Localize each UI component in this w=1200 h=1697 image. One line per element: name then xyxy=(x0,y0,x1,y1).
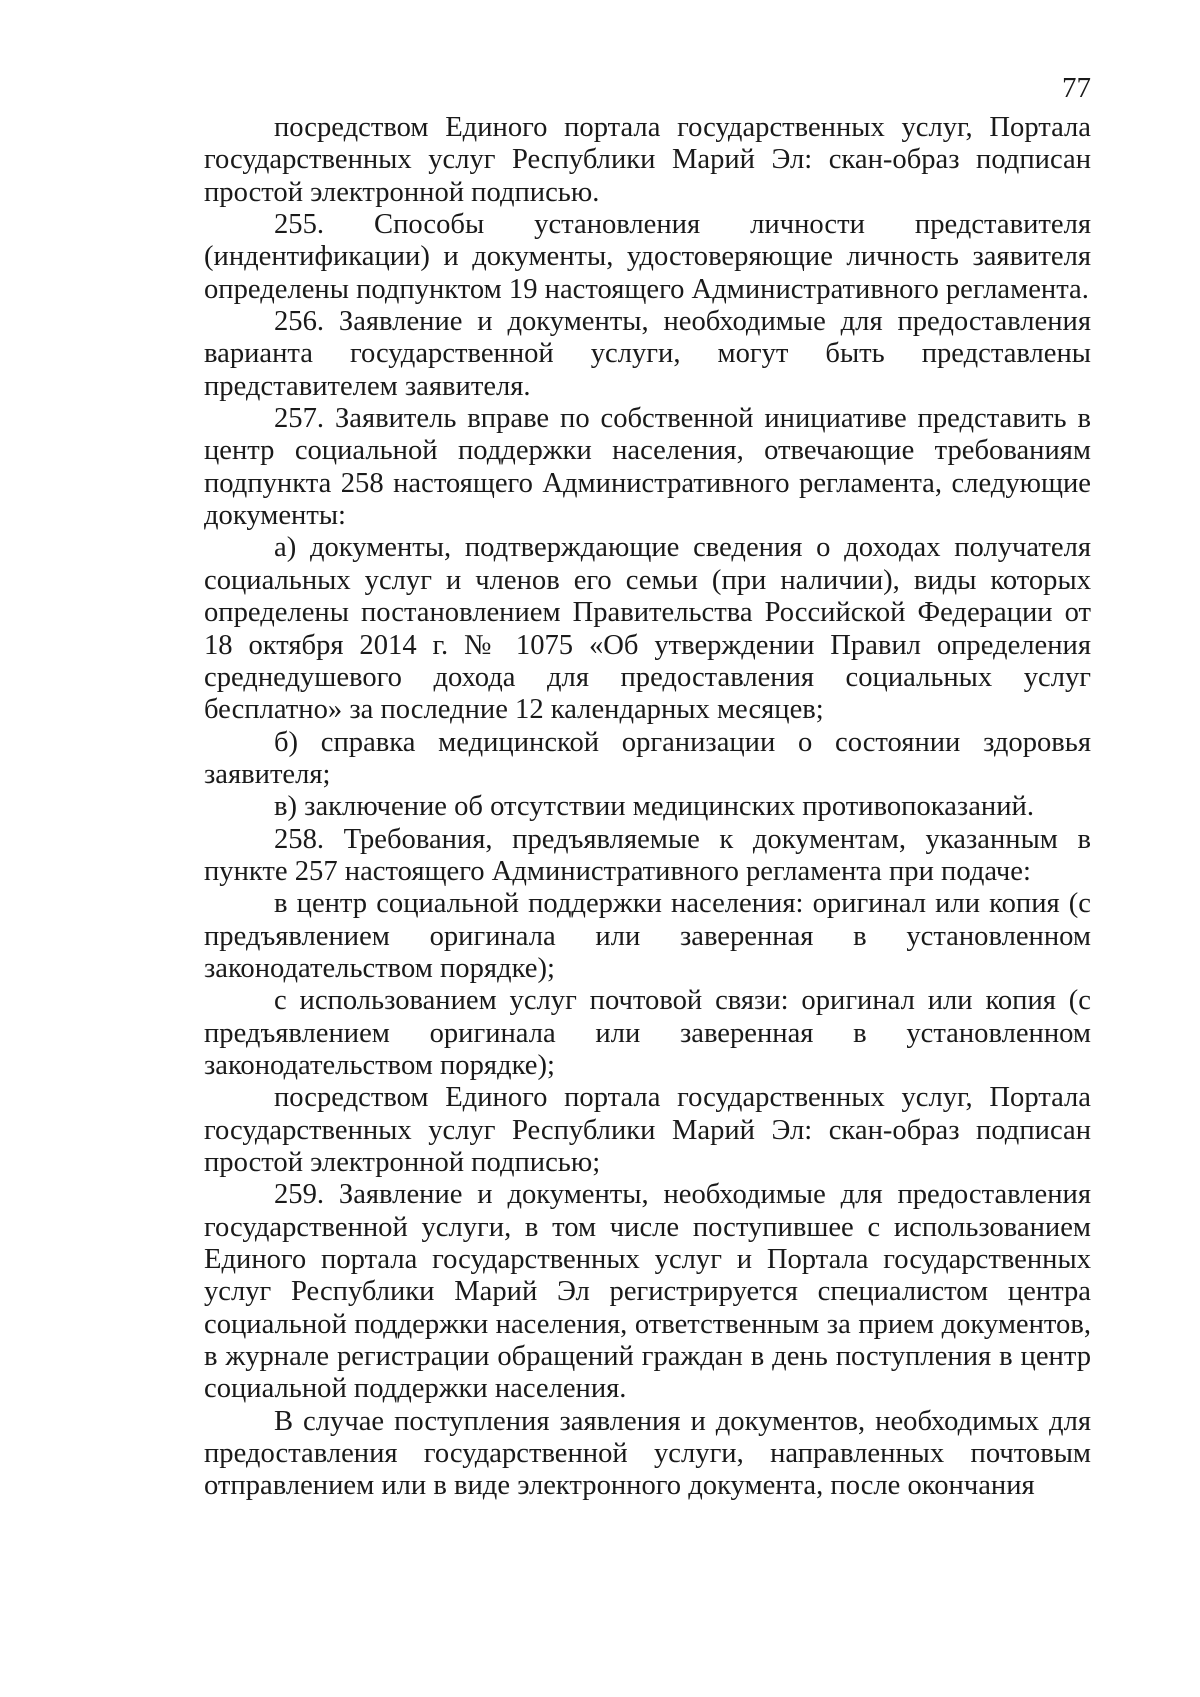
page-number: 77 xyxy=(1062,72,1091,104)
paragraph-258-post: с использованием услуг почтовой связи: оригинал или копия (с предъявлением оригинала или заверенная в установленном законодательством порядке); xyxy=(204,985,1091,1081)
paragraph-continuation: посредством Единого портала государственных услуг, Портала государственных услуг Республики Марий Эл: скан-образ подписан простой электронной подписью. xyxy=(204,112,1091,208)
paragraph-259: 259. Заявление и документы, необходимые для предоставления государственной услуги, в том числе поступившее с использованием Единого портала государственных услуг и Портала государственных услуг Республики Марий Эл регистрируется специалистом центра социальной поддержки населения, ответственным за прием документов, в журнале регистрации обращений граждан в день поступления в центр социальной поддержки населения. xyxy=(204,1179,1091,1405)
paragraph-257-v: в) заключение об отсутствии медицинских противопоказаний. xyxy=(274,791,1034,823)
paragraph-257-b: б) справка медицинской организации о состоянии здоровья заявителя; xyxy=(204,726,1091,790)
paragraph-258-portal: посредством Единого портала государственных услуг, Портала государственных услуг Республики Марий Эл: скан-образ подписан простой электронной подписью; xyxy=(204,1082,1091,1178)
paragraph-258: 258. Требования, предъявляемые к документам, указанным в пункте 257 настоящего Административного регламента при подаче: xyxy=(204,823,1091,887)
paragraph-259-cont: В случае поступления заявления и документов, необходимых для предоставления государственной услуги, направленных почтовым отправлением или в виде электронного документа, после окончания xyxy=(204,1405,1091,1502)
paragraph-258-center: в центр социальной поддержки населения: оригинал или копия (с предъявлением оригинала или заверенная в установленном законодательством порядке); xyxy=(204,888,1091,984)
paragraph-257: 257. Заявитель вправе по собственной инициативе представить в центр социальной поддержки населения, отвечающие требованиям подпункта 258 настоящего Административного регламента, следующие документы: xyxy=(204,403,1091,532)
paragraph-256: 256. Заявление и документы, необходимые для предоставления варианта государственной услуги, могут быть представлены представителем заявителя. xyxy=(204,306,1091,402)
document-body xyxy=(204,112,1091,1503)
paragraph-255: 255. Способы установления личности представителя (индентификации) и документы, удостоверяющие личность заявителя определены подпунктом 19 настоящего Административного регламента. xyxy=(204,209,1091,305)
paragraph-257-a: а) документы, подтверждающие сведения о доходах получателя социальных услуг и членов его семьи (при наличии), виды которых определены постановлением Правительства Российской Федерации от 18 октября 2014 г. № 1075 «Об утверждении Правил определения среднедушевого дохода для предоставления социальных услуг бесплатно» за последние 12 календарных месяцев; xyxy=(204,532,1091,726)
